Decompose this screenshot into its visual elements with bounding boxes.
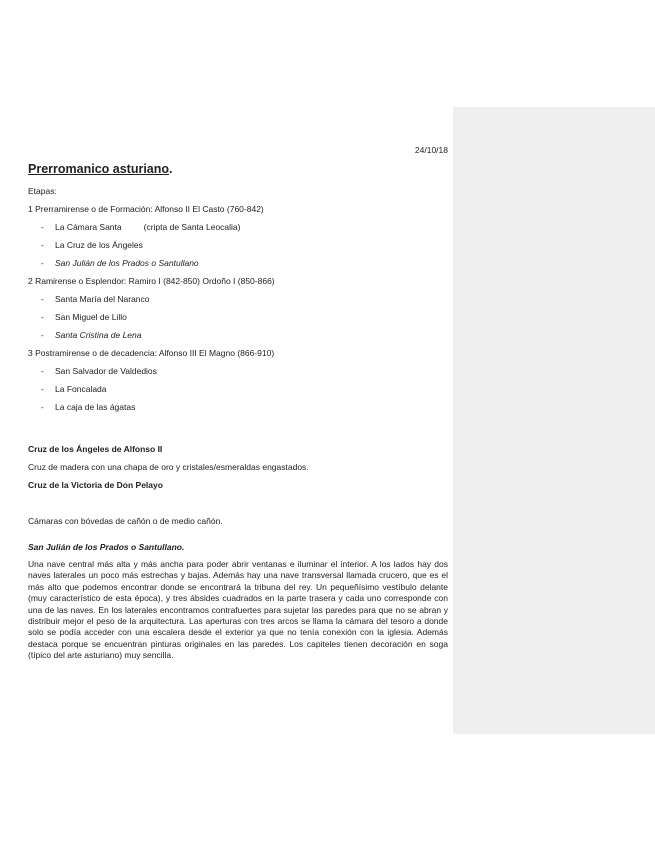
camaras-text: Cámaras con bóvedas de cañón o de medio cañón. bbox=[28, 516, 223, 526]
stage1-item-name: San Julián de los Prados o Santullano bbox=[55, 258, 199, 268]
list-item bbox=[28, 383, 448, 395]
list-dash: - bbox=[41, 384, 44, 394]
stage1-item-name: La Cámara Santa bbox=[55, 222, 122, 232]
stage2-heading: 2 Ramirense o Esplendor: Ramiro I (842-850) Ordoño I (850-866) bbox=[28, 276, 275, 286]
stage2-item: San Miguel de Lillo bbox=[55, 312, 127, 322]
list-dash: - bbox=[41, 366, 44, 376]
list-item bbox=[28, 365, 448, 377]
comment-margin-pane bbox=[453, 107, 655, 734]
santullano-paragraph: Una nave central más alta y más ancha para poder abrir ventanas e iluminar el interior. A los lados hay dos naves laterales un poco más estrechas y bajas. Además hay una nave transversal llamada crucero, que es el más alto que podemos encontrar donde se encontrará la tribuna del rey. Un pequeñísimo vestíbulo delante (muy característico de esta época), y tres ábsides cuadrados en la parte trasera y cada uno corresponde con una de las naves. En los laterales encontramos contrafuertes para sujetar las paredes para que no se abran y distribuir mejor el peso de la arquitectura. Las aperturas con tres arcos se llama la cámara del tesoro a donde solo se podía acceder con una escalera desde el exterior ya que no tenía conexión con la iglesia. Además destaca porque se encuentran pinturas originales en las paredes. Los capiteles tienen decoración en soga (típico del arte asturiano) muy sencilla. bbox=[28, 559, 448, 661]
list-dash: - bbox=[41, 330, 44, 340]
list-item bbox=[28, 329, 448, 341]
document-date: 24/10/18 bbox=[414, 145, 448, 155]
list-item bbox=[28, 239, 448, 251]
stage1-item-note: (cripta de Santa Leocalia) bbox=[143, 222, 241, 232]
list-item bbox=[28, 311, 448, 323]
document-title bbox=[28, 161, 448, 177]
list-dash: - bbox=[41, 222, 44, 232]
stage3-item: San Salvador de Valdedios bbox=[55, 366, 157, 376]
etapas-label: Etapas: bbox=[28, 186, 57, 196]
list-dash: - bbox=[41, 294, 44, 304]
title-dot: . bbox=[169, 162, 173, 176]
list-dash: - bbox=[41, 258, 44, 268]
cruz-angeles-text: Cruz de madera con una chapa de oro y cristales/esmeraldas engastados. bbox=[28, 462, 309, 472]
list-item bbox=[28, 401, 448, 413]
document-body bbox=[28, 161, 448, 662]
stage3-item: La caja de las ágatas bbox=[55, 402, 136, 412]
list-dash: - bbox=[41, 240, 44, 250]
stage2-item: Santa María del Naranco bbox=[55, 294, 150, 304]
cruz-angeles-heading: Cruz de los Ángeles de Alfonso II bbox=[28, 444, 163, 454]
title-text: Prerromanico asturiano bbox=[28, 162, 170, 176]
list-dash: - bbox=[41, 312, 44, 322]
list-item bbox=[28, 293, 448, 305]
stage1-heading: 1 Prerramirense o de Formación: Alfonso II El Casto (760-842) bbox=[28, 204, 264, 214]
stage3-heading: 3 Postramirense o de decadencia: Alfonso III El Magno (866-910) bbox=[28, 348, 275, 358]
list-item bbox=[28, 257, 448, 269]
stage1-item-name: La Cruz de los Ángeles bbox=[55, 240, 143, 250]
list-dash: - bbox=[41, 402, 44, 412]
stage3-item: La Foncalada bbox=[55, 384, 107, 394]
santullano-heading: San Julián de los Prados o Santullano. bbox=[28, 542, 185, 552]
cruz-victoria-heading: Cruz de la Victoria de Don Pelayo bbox=[28, 480, 163, 490]
list-item bbox=[28, 221, 448, 233]
stage2-item: Santa Cristina de Lena bbox=[55, 330, 142, 340]
